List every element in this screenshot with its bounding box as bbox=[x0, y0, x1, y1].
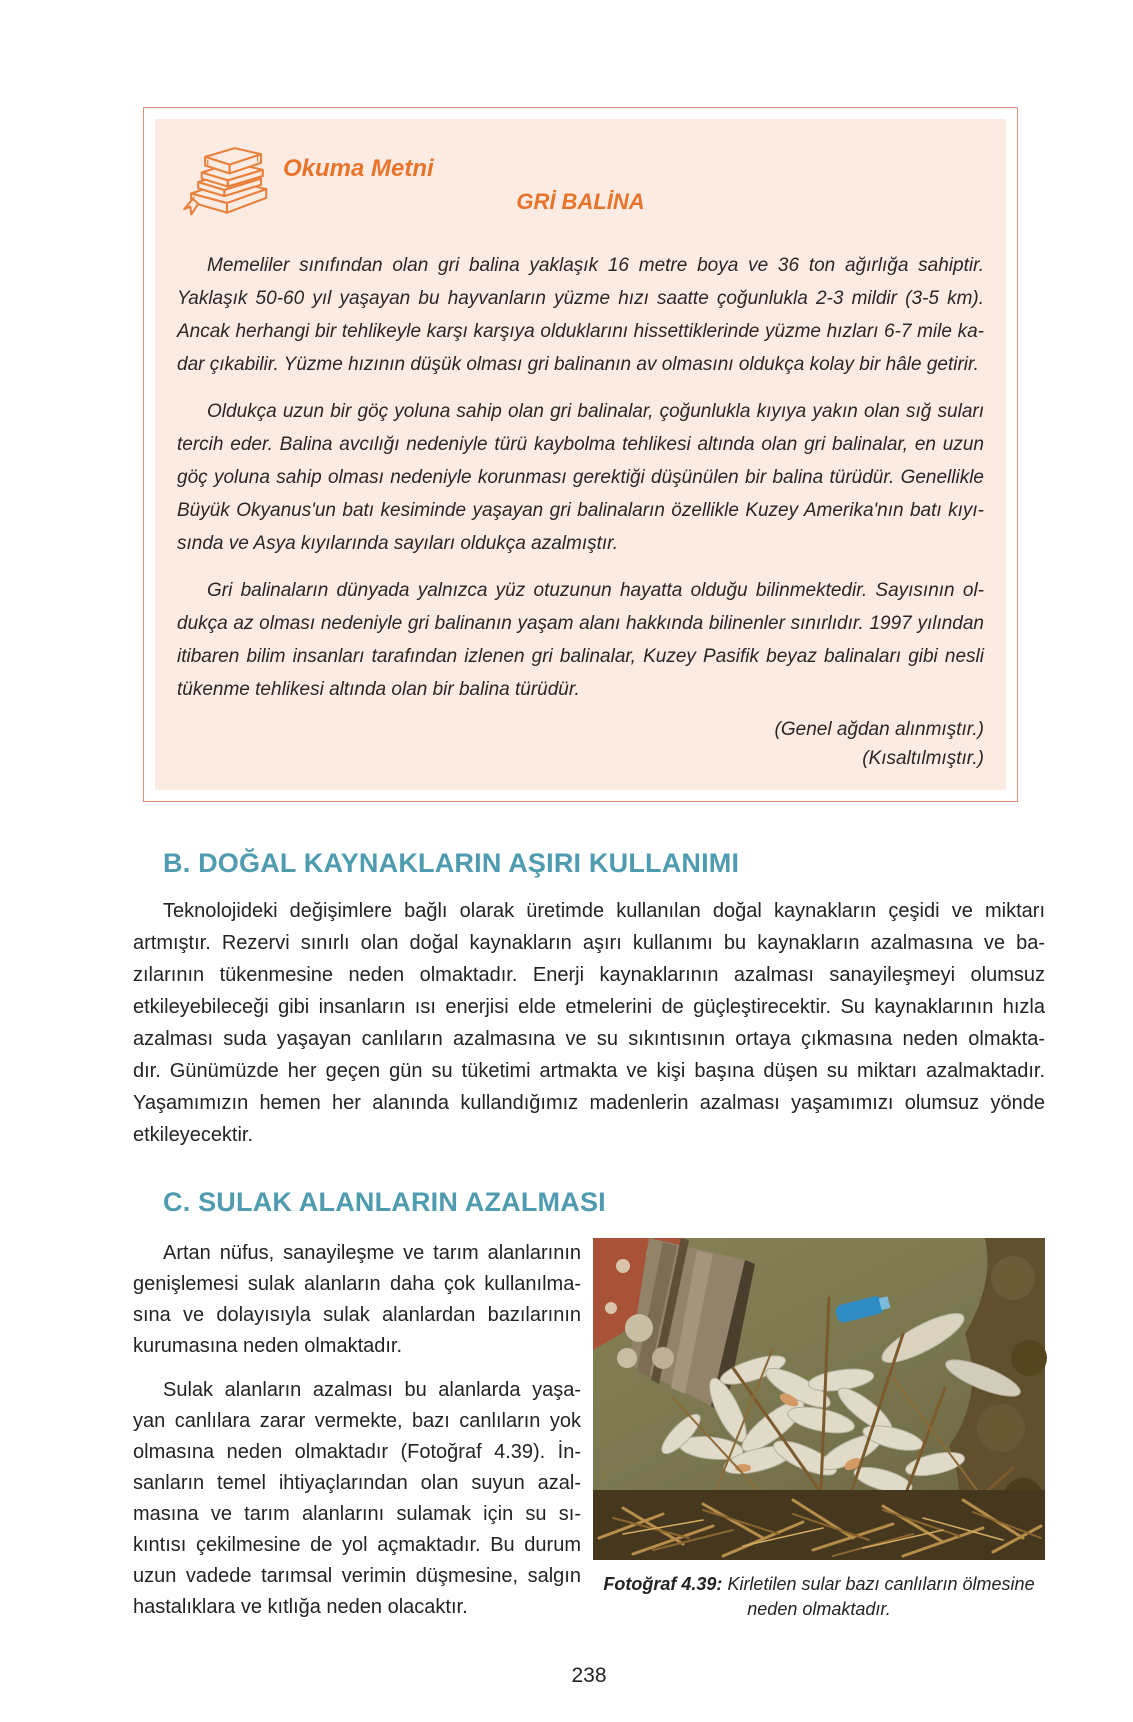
section-b-heading: B. DOĞAL KAYNAKLARIN AŞIRI KULLANIMI bbox=[163, 848, 740, 878]
reading-title: GRİ BALİNA bbox=[516, 189, 645, 214]
text-line: olmasına neden olmaktadır (Fotoğraf 4.39). İn- bbox=[133, 1441, 581, 1463]
text-line: göç yoluna sahip olması nedeniyle korunması gerektiği düşünülen bir balina türüdür. Genellikle bbox=[177, 467, 984, 488]
reading-box-inner bbox=[155, 119, 1006, 790]
text-line: Artan nüfus, sanayileşme ve tarım alanlarının bbox=[163, 1242, 581, 1264]
text-line: sanların temel ihtiyaçlarından olan suyun azal- bbox=[133, 1472, 581, 1494]
reading-box bbox=[143, 107, 1018, 802]
text-line: azalması suda yaşayan canlıların azalmasına ve su sıkıntısının ortaya çıkmasına neden olmakta- bbox=[133, 1028, 1045, 1050]
photo-caption-text: Kirletilen sular bazı canlıların ölmesine neden olmaktadır. bbox=[727, 1574, 1035, 1619]
text-line: Oldukça uzun bir göç yoluna sahip olan gri balinalar, çoğunlukla kıyıya yakın olan sığ suları bbox=[207, 401, 984, 422]
reading-paragraph bbox=[177, 574, 984, 706]
text-line: Yaşamımızın hemen her alanında kullandığımız madenlerin azalması yaşamımızı olumsuz yönde bbox=[133, 1092, 1045, 1114]
books-icon bbox=[179, 135, 275, 231]
photo-caption bbox=[593, 1572, 1045, 1622]
text-line: genişlemesi sulak alanların daha çok kullanılma- bbox=[133, 1273, 581, 1295]
text-line: dukça az olması nedeniyle gri balinanın yaşam alanı hakkında bilinenler sınırlıdır. 1997 yılından bbox=[177, 613, 984, 634]
main-content bbox=[133, 848, 1045, 1688]
textbook-page bbox=[0, 107, 1133, 1722]
section-c-heading: C. SULAK ALANLARIN AZALMASI bbox=[163, 1187, 606, 1217]
text-line: Büyük Okyanus'un batı kesiminde yaşayan gri balinaların özellikle Kuzey Amerika'nın batı kıyı- bbox=[177, 500, 984, 521]
reading-paragraph bbox=[177, 395, 984, 560]
text-line: Teknolojideki değişimlere bağlı olarak üretimde kullanılan doğal kaynakların çeşidi ve miktarı bbox=[163, 900, 1045, 922]
text-line: Ancak herhangi bir tehlikeyle karşı karşıya olduklarını hissettiklerinde yüzme hızları 6-7 mile ka- bbox=[177, 321, 984, 342]
polluted-water-dead-fish-photo bbox=[593, 1238, 1045, 1560]
attribution-line: (Kısaltılmıştır.) bbox=[862, 748, 984, 769]
text-line: dır. Günümüzde her geçen gün su tüketimi artmakta ve kişi başına düşen su miktarı azalmaktadır. bbox=[133, 1060, 1045, 1082]
text-line: yan canlılara zarar vermekte, bazı canlıların yok bbox=[133, 1410, 581, 1432]
text-line: sına ve dolayısıyla sulak alanlardan bazılarının bbox=[133, 1304, 581, 1326]
section-c-paragraph bbox=[133, 1375, 581, 1623]
text-line: etkileyebileceği gibi insanların ısı enerjisi elde etmelerini de güçleştirecektir. Su kaynaklarının hızla bbox=[133, 996, 1045, 1018]
text-line: zılarının tükenmesine neden olmaktadır. Enerji kaynaklarının azalması sanayileşmeyi olumsuz bbox=[133, 964, 1045, 986]
attribution-line: (Genel ağdan alınmıştır.) bbox=[774, 719, 984, 740]
text-line: kurumasına neden olmaktadır. bbox=[133, 1335, 403, 1357]
text-line: tercih eder. Balina avcılığı nedeniyle türü kaybolma tehlikesi altında olan gri balinalar, en uzun bbox=[177, 434, 984, 455]
text-line: masına ve tarım alanlarını sulamak için su sı- bbox=[133, 1503, 581, 1525]
photo-caption-label: Fotoğraf 4.39: bbox=[603, 1574, 723, 1594]
section-c-paragraph bbox=[133, 1238, 581, 1362]
text-line: artmıştır. Rezervi sınırlı olan doğal kaynakların aşırı kullanımı bu kaynakların azalmasına ve ba- bbox=[133, 932, 1045, 954]
reading-paragraph bbox=[177, 249, 984, 381]
text-line: kıntısı çekilmesine de yol açmaktadır. Bu durum bbox=[133, 1534, 581, 1556]
text-line: etkileyecektir. bbox=[133, 1124, 254, 1146]
text-line: sında ve Asya kıyılarında sayıları oldukça azalmıştır. bbox=[177, 533, 619, 554]
page-number: 238 bbox=[571, 1664, 607, 1687]
text-line: Memeliler sınıfından olan gri balina yaklaşık 16 metre boya ve 36 ton ağırlığa sahiptir. bbox=[207, 255, 984, 276]
two-column-area bbox=[133, 1238, 1045, 1636]
text-line: hastalıklara ve kıtlığa neden olacaktır. bbox=[133, 1596, 468, 1618]
section-c-text-column bbox=[133, 1238, 581, 1636]
attribution-block bbox=[177, 716, 984, 772]
text-line: Sulak alanların azalması bu alanlarda yaşa- bbox=[163, 1379, 581, 1401]
text-line: Yaklaşık 50-60 yıl yaşayan bu hayvanların yüzme hızı saatte çoğunlukla 2-3 mildir (3-5 km). bbox=[177, 288, 984, 309]
text-line: tükenme tehlikesi altında olan bir balina türüdür. bbox=[177, 679, 580, 700]
section-b-paragraph bbox=[133, 895, 1045, 1151]
reading-box-header bbox=[177, 133, 984, 235]
text-line: dar çıkabilir. Yüzme hızının düşük olması gri balinanın av olmasını oldukça kolay bir hâle getirir. bbox=[177, 354, 979, 375]
text-line: uzun vadede tarımsal verimin düşmesine, salgın bbox=[133, 1565, 581, 1587]
text-line: Gri balinaların dünyada yalnızca yüz otuzunun hayatta olduğu bilinmektedir. Sayısının ol- bbox=[207, 580, 984, 601]
text-line: itibaren bilim insanları tarafından izlenen gri balinalar, Kuzey Pasifik beyaz balinaları gibi nesli bbox=[177, 646, 984, 667]
reading-box-label: Okuma Metni bbox=[283, 155, 434, 182]
figure-4-39 bbox=[593, 1238, 1045, 1636]
